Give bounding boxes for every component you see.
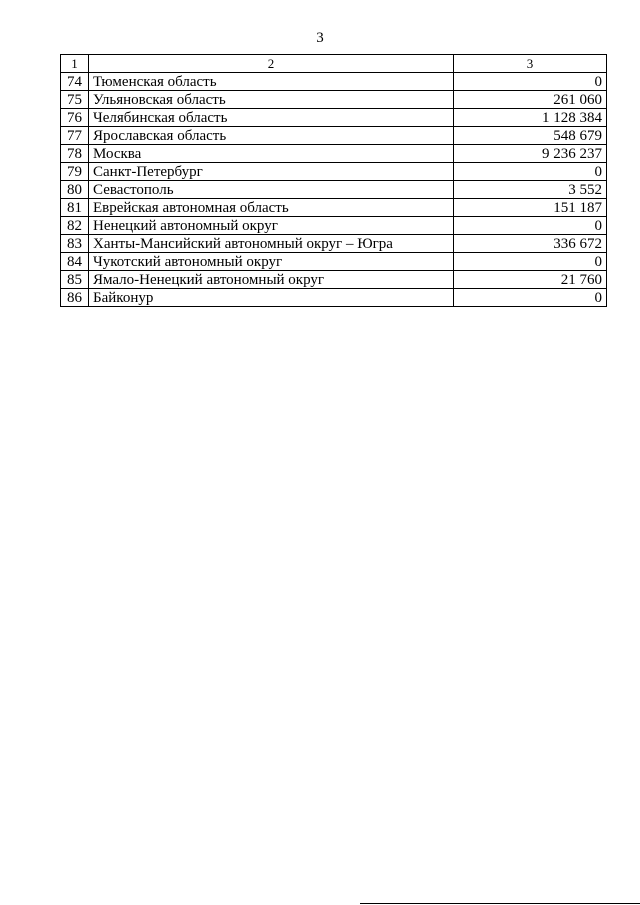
row-number: 81 (61, 199, 89, 217)
table-row (61, 271, 607, 289)
region-name: Чукотский автономный округ (89, 253, 454, 271)
page-number: 3 (316, 30, 324, 46)
table-row (61, 199, 607, 217)
table-row (61, 235, 607, 253)
region-value: 0 (454, 289, 607, 307)
table-row (61, 73, 607, 91)
region-name: Тюменская область (89, 73, 454, 91)
row-number: 85 (61, 271, 89, 289)
header-column-value: 3 (454, 55, 607, 73)
row-number: 83 (61, 235, 89, 253)
table-row (61, 163, 607, 181)
region-name: Еврейская автономная область (89, 199, 454, 217)
row-number: 75 (61, 91, 89, 109)
row-number: 86 (61, 289, 89, 307)
region-value: 261 060 (454, 91, 607, 109)
row-number: 76 (61, 109, 89, 127)
row-number: 77 (61, 127, 89, 145)
region-value: 0 (454, 253, 607, 271)
table-header-row (61, 55, 607, 73)
footer-rule (360, 903, 640, 904)
row-number: 79 (61, 163, 89, 181)
table-row (61, 289, 607, 307)
table-row (61, 109, 607, 127)
region-value: 0 (454, 73, 607, 91)
table-row (61, 91, 607, 109)
region-name: Байконур (89, 289, 454, 307)
row-number: 84 (61, 253, 89, 271)
region-name: Ненецкий автономный округ (89, 217, 454, 235)
region-name: Ульяновская область (89, 91, 454, 109)
table-header (61, 55, 607, 73)
region-name: Санкт-Петербург (89, 163, 454, 181)
table-body (61, 73, 607, 307)
region-value: 3 552 (454, 181, 607, 199)
region-value: 1 128 384 (454, 109, 607, 127)
table-row (61, 127, 607, 145)
region-name: Ярославская область (89, 127, 454, 145)
table-row (61, 145, 607, 163)
region-value: 9 236 237 (454, 145, 607, 163)
region-name: Челябинская область (89, 109, 454, 127)
table-row (61, 181, 607, 199)
region-value: 336 672 (454, 235, 607, 253)
header-column-name: 2 (89, 55, 454, 73)
header-column-number: 1 (61, 55, 89, 73)
region-value: 548 679 (454, 127, 607, 145)
region-value: 0 (454, 217, 607, 235)
regions-table (60, 54, 607, 307)
row-number: 80 (61, 181, 89, 199)
region-name: Ханты-Мансийский автономный округ – Югра (89, 235, 454, 253)
row-number: 78 (61, 145, 89, 163)
table-row (61, 217, 607, 235)
region-name: Севастополь (89, 181, 454, 199)
row-number: 82 (61, 217, 89, 235)
region-value: 21 760 (454, 271, 607, 289)
region-value: 151 187 (454, 199, 607, 217)
table-row (61, 253, 607, 271)
row-number: 74 (61, 73, 89, 91)
region-value: 0 (454, 163, 607, 181)
region-name: Ямало-Ненецкий автономный округ (89, 271, 454, 289)
region-name: Москва (89, 145, 454, 163)
